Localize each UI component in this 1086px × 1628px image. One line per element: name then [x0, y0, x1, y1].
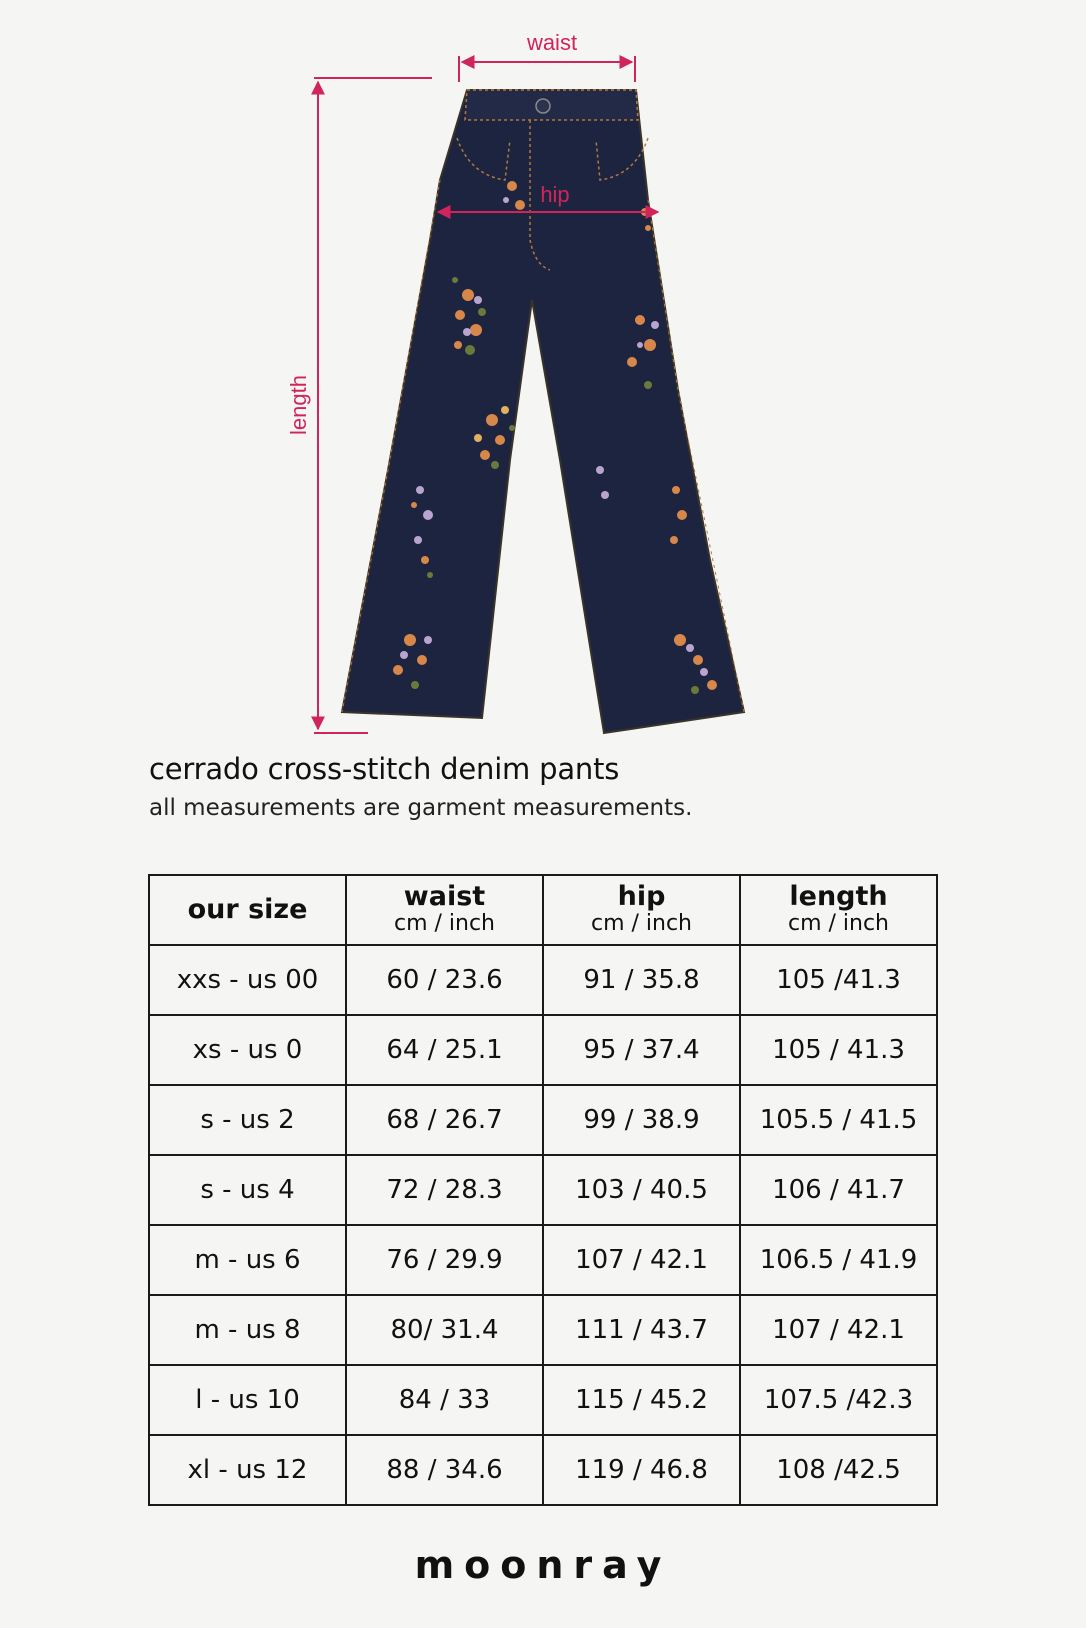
embroidered-denim-pants-illustration: [0, 0, 1086, 760]
size-cell: l - us 10: [149, 1365, 346, 1435]
hip-cell: 119 / 46.8: [543, 1435, 740, 1505]
table-row: [149, 1225, 937, 1295]
length-cell: 107.5 /42.3: [740, 1365, 937, 1435]
waist-measure: [459, 30, 635, 82]
length-cell: 108 /42.5: [740, 1435, 937, 1505]
waist-cell: 64 / 25.1: [346, 1015, 543, 1085]
hip-label: hip: [540, 182, 570, 207]
waist-cell: 80/ 31.4: [346, 1295, 543, 1365]
waist-cell: 60 / 23.6: [346, 945, 543, 1015]
length-cell: 105 /41.3: [740, 945, 937, 1015]
size-chart-table: [148, 874, 938, 1506]
waist-cell: 76 / 29.9: [346, 1225, 543, 1295]
length-cell: 105.5 / 41.5: [740, 1085, 937, 1155]
table-row: [149, 1155, 937, 1225]
size-cell: s - us 2: [149, 1085, 346, 1155]
table-row: [149, 1085, 937, 1155]
hip-cell: 95 / 37.4: [543, 1015, 740, 1085]
waist-cell: 88 / 34.6: [346, 1435, 543, 1505]
size-cell: xl - us 12: [149, 1435, 346, 1505]
length-label: length: [286, 375, 311, 435]
table-row: [149, 1295, 937, 1365]
product-subtitle: all measurements are garment measurements.: [149, 795, 693, 821]
hip-cell: 99 / 38.9: [543, 1085, 740, 1155]
pants-measurement-figure: [0, 0, 1086, 760]
product-title: cerrado cross-stitch denim pants: [149, 752, 620, 786]
waist-cell: 84 / 33: [346, 1365, 543, 1435]
hip-cell: 91 / 35.8: [543, 945, 740, 1015]
hip-cell: 111 / 43.7: [543, 1295, 740, 1365]
table-row: [149, 1015, 937, 1085]
hip-cell: 103 / 40.5: [543, 1155, 740, 1225]
size-cell: xs - us 0: [149, 1015, 346, 1085]
table-header-row: [149, 875, 937, 945]
button-icon: [536, 99, 550, 113]
hip-cell: 107 / 42.1: [543, 1225, 740, 1295]
brand-logo: moonray: [414, 1543, 672, 1587]
size-cell: m - us 6: [149, 1225, 346, 1295]
header-our-size: our size: [149, 875, 346, 945]
length-cell: 107 / 42.1: [740, 1295, 937, 1365]
table-row: [149, 1365, 937, 1435]
size-cell: m - us 8: [149, 1295, 346, 1365]
size-cell: s - us 4: [149, 1155, 346, 1225]
hip-cell: 115 / 45.2: [543, 1365, 740, 1435]
table-row: [149, 1435, 937, 1505]
waist-cell: 68 / 26.7: [346, 1085, 543, 1155]
length-cell: 106 / 41.7: [740, 1155, 937, 1225]
header-length: length cm / inch: [740, 875, 937, 945]
header-waist: waist cm / inch: [346, 875, 543, 945]
waist-cell: 72 / 28.3: [346, 1155, 543, 1225]
size-cell: xxs - us 00: [149, 945, 346, 1015]
length-cell: 106.5 / 41.9: [740, 1225, 937, 1295]
waist-label: waist: [526, 30, 578, 55]
table-row: [149, 945, 937, 1015]
header-hip: hip cm / inch: [543, 875, 740, 945]
length-cell: 105 / 41.3: [740, 1015, 937, 1085]
